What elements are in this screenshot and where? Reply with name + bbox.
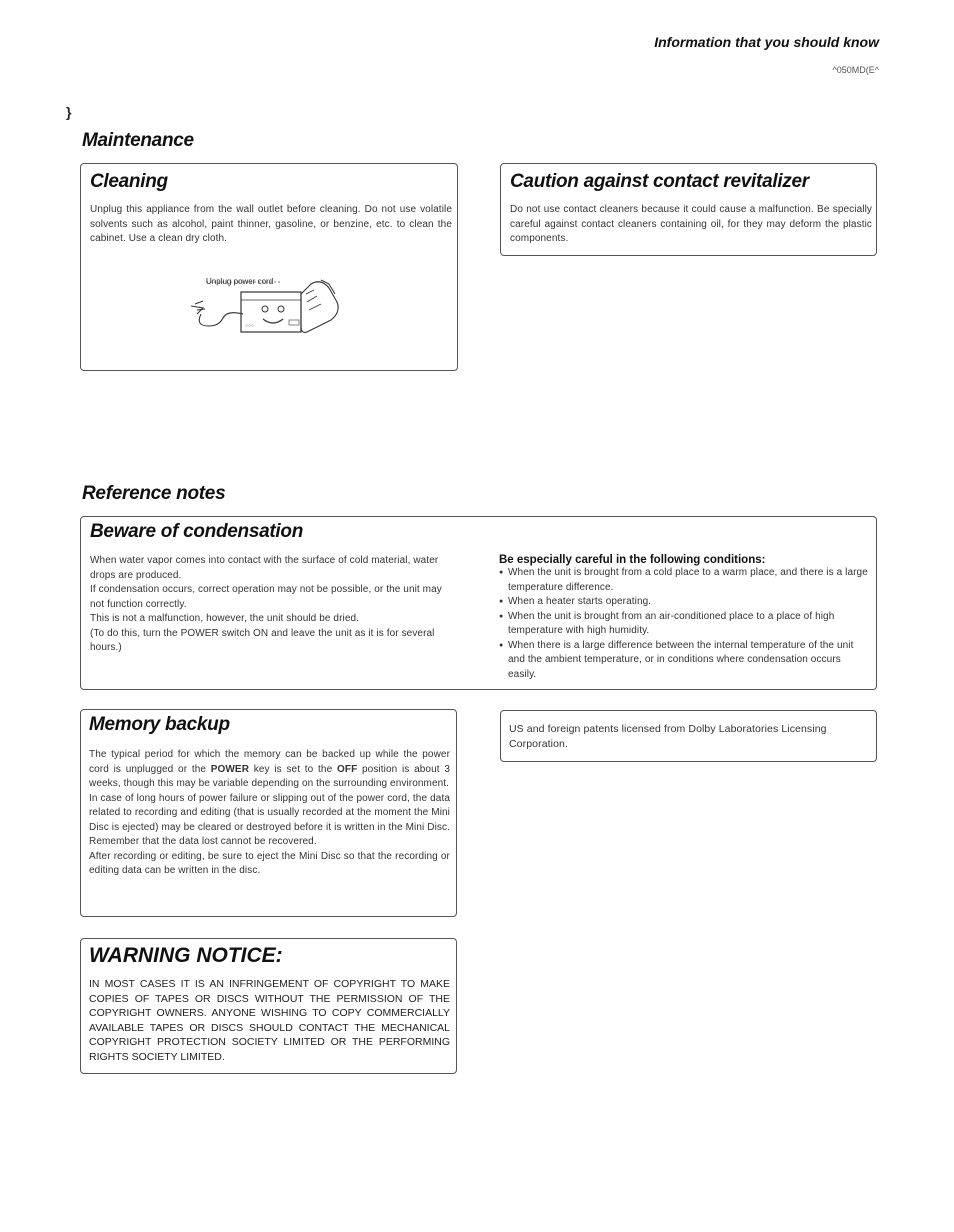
memory-paragraph-2: In case of long hours of power failure or slipping out of the power cord, the data related to recording and editing (that is usually recorded at the moment the Mini Disc is ejected) may be cleared or destroyed before it is written in the Mini Disc. Remember that the data lost cannot be recovered. [89, 792, 450, 847]
unplug-illustration [181, 274, 361, 354]
reference-notes-heading: Reference notes [82, 483, 226, 504]
power-key-label: POWER [210, 763, 250, 775]
list-item: ● When the unit is brought from an air-conditioned place to a place of high temperature with high humidity. [499, 610, 871, 639]
caution-text: Do not use contact cleaners because it could cause a malfunction. Be specially careful against contact cleaners containing oil, for they may deform the plastic components. [510, 204, 872, 244]
svg-text:○○○: ○○○ [245, 323, 255, 329]
list-item: ● When there is a large difference between the internal temperature of the unit and the ambient temperature, or in conditions where condensation occurs easily. [499, 639, 871, 683]
condensation-paragraph: (To do this, turn the POWER switch ON and leave the unit as it is for several hours.) [90, 627, 435, 653]
page-header-title: Information that you should know [654, 34, 879, 50]
cleaning-box [80, 163, 458, 371]
memory-text-segment: key is set to the [249, 763, 337, 775]
memory-backup-box [80, 709, 457, 917]
warning-notice-title: WARNING NOTICE: [89, 944, 283, 967]
warning-notice-text: IN MOST CASES IT IS AN INFRINGEMENT OF COPYRIGHT TO MAKE COPIES OF TAPES OR DISCS WITHOUT THE PERMISSION OF THE COPYRIGHT OWNERS. ANYONE WISHING TO COPY COMMERCIALLY AVAILABLE TAPES OR DISCS SHOULD CONTACT THE MECHANICAL COPYRIGHT PROTECTION SOCIETY LIMITED OR THE PERFORMING RIGHTS SOCIETY LIMITED. [89, 978, 450, 1063]
memory-paragraph-1 [89, 748, 450, 792]
page-mark: } [66, 104, 72, 120]
maintenance-heading: Maintenance [82, 130, 194, 151]
conditions-list [499, 566, 871, 682]
patent-box [500, 710, 877, 762]
list-item: ● When the unit is brought from a cold place to a warm place, and there is a large temperature difference. [499, 566, 871, 595]
illustration-label: Unplug power cord [206, 277, 274, 286]
unplug-illustration-graphic [181, 274, 361, 354]
memory-text-segment: The typical period for which the memory can be backed up while the power cord is unplugged or the [89, 749, 450, 775]
conditions-heading: Be especially careful in the following conditions: [499, 554, 766, 566]
off-position-label: OFF [336, 763, 358, 775]
conditions-column [499, 554, 871, 682]
warning-notice-box [80, 938, 457, 1074]
caution-title: Caution against contact revitalizer [510, 171, 809, 192]
memory-paragraph-3: After recording or editing, be sure to eject the Mini Disc so that the recording or editing data can be written in the disc. [89, 850, 450, 876]
caution-box [500, 163, 877, 256]
condensation-paragraph: If condensation occurs, correct operation may not be possible, or the unit may not function correctly. [90, 584, 442, 610]
condensation-box [80, 516, 877, 690]
cleaning-text: Unplug this appliance from the wall outlet before cleaning. Do not use volatile solvents such as alcohol, paint thinner, gasoline, or benzine, etc. to clean the cabinet. Use a clean dry cloth. [90, 204, 452, 244]
cleaning-title: Cleaning [90, 171, 168, 192]
patent-text: US and foreign patents licensed from Dolby Laboratories Licensing Corporation. [509, 723, 827, 750]
memory-backup-text [89, 748, 450, 879]
model-number: ^050MD(E^ [832, 65, 879, 75]
condensation-paragraph: This is not a malfunction, however, the unit should be dried. [90, 613, 360, 624]
condensation-title: Beware of condensation [90, 521, 303, 542]
condensation-paragraph: When water vapor comes into contact with the surface of cold material, water drops are produced. [90, 555, 439, 581]
memory-backup-title: Memory backup [89, 714, 230, 735]
condensation-text [90, 554, 450, 656]
list-item: ● When a heater starts operating. [499, 595, 871, 610]
memory-text-segment: position is about 3 weeks, though this may be variable depending on the surrounding environment. [89, 763, 451, 789]
